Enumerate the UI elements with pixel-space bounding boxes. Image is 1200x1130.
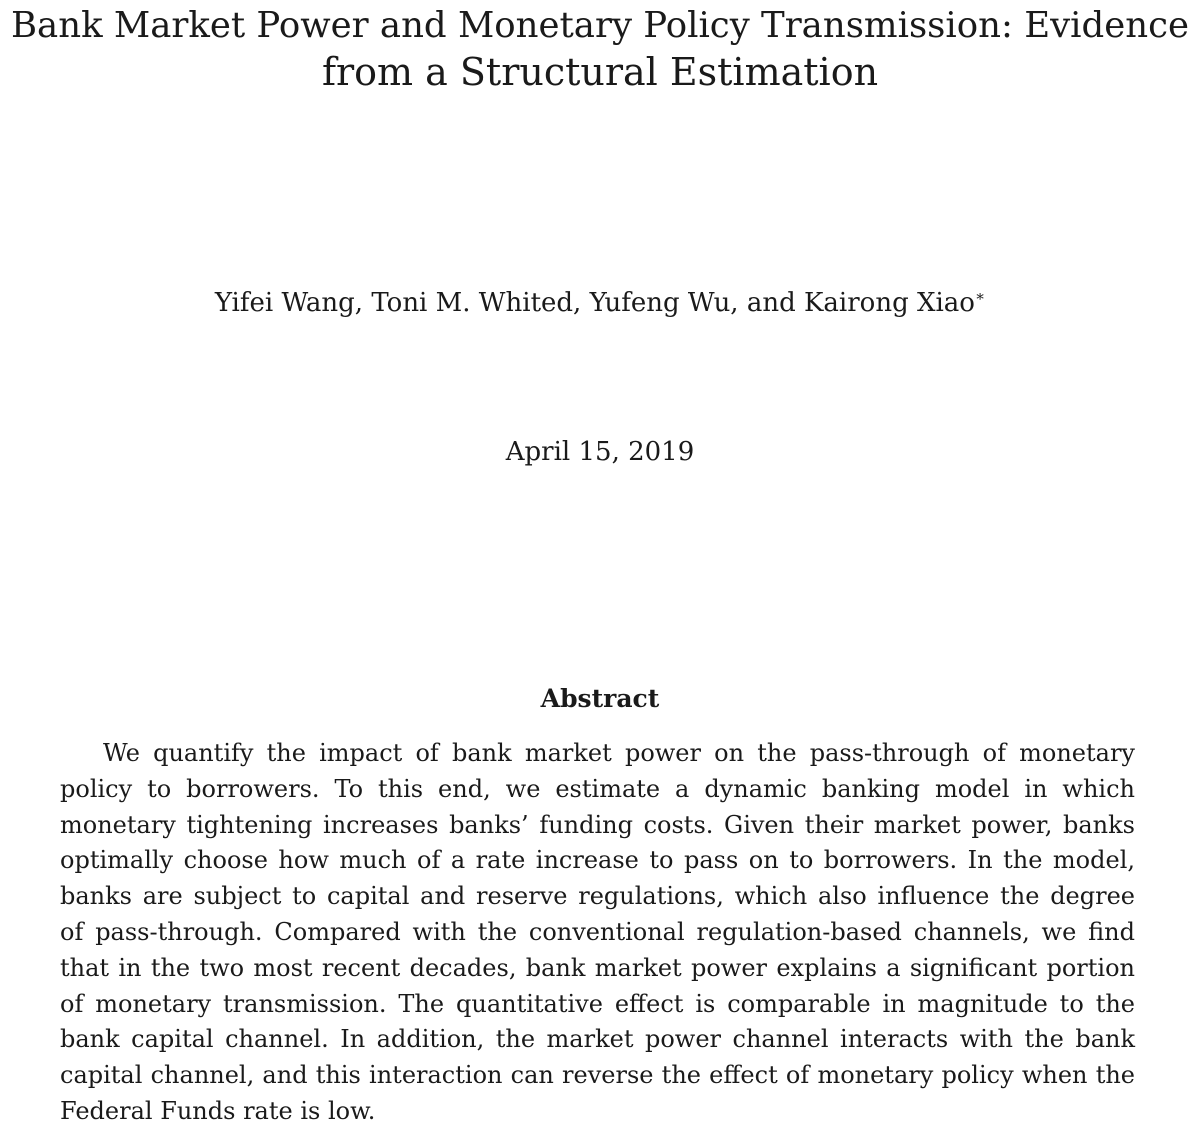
abstract-line: optimally choose how much of a rate increase to pass on to borrowers. In the model, — [60, 846, 1135, 875]
abstract-line: of pass-through. Compared with the conventional regulation-based channels, we find — [60, 917, 1135, 946]
publication-date: April 15, 2019 — [505, 437, 695, 467]
abstract-line: policy to borrowers. To this end, we estimate a dynamic banking model in which — [60, 774, 1135, 803]
author-footnote-mark[interactable]: ∗ — [974, 287, 986, 305]
paper-title-line-1: Bank Market Power and Monetary Policy Transmission: Evidence — [10, 5, 1190, 46]
author-list — [0, 276, 1200, 323]
abstract-line: bank capital channel. In addition, the market power channel interacts with the bank — [60, 1025, 1135, 1054]
abstract-line: Federal Funds rate is low. — [60, 1096, 376, 1125]
paper-title-line-2: from a Structural Estimation — [321, 50, 879, 94]
abstract-body — [60, 736, 1135, 1130]
abstract-line: banks are subject to capital and reserve regulations, which also influence the degree — [60, 882, 1135, 911]
abstract-heading: Abstract — [540, 684, 660, 713]
abstract-line: We quantify the impact of bank market power on the pass-through of monetary — [103, 739, 1135, 767]
paper-title — [0, 2, 1200, 96]
abstract-line: monetary tightening increases banks’ funding costs. Given their market power, banks — [60, 810, 1135, 839]
author-names: Yifei Wang, Toni M. Whited, Yufeng Wu, and Kairong Xiao — [214, 288, 975, 318]
abstract-line: capital channel, and this interaction can reverse the effect of monetary policy when the — [60, 1061, 1135, 1090]
abstract-line: of monetary transmission. The quantitative effect is comparable in magnitude to the — [60, 989, 1135, 1018]
abstract-line: that in the two most recent decades, bank market power explains a significant portion — [60, 953, 1135, 982]
